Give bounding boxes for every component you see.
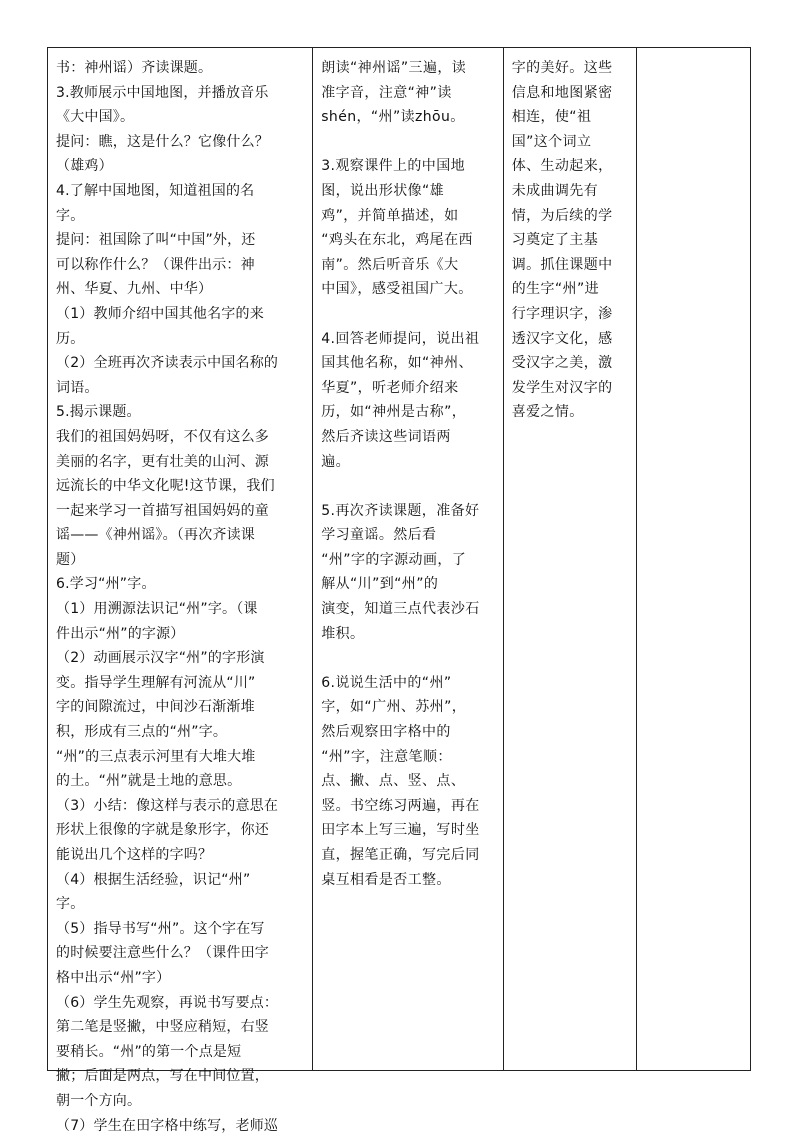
student-activity-line: 3.观察课件上的中国地: [321, 158, 465, 175]
student-activity-line: 字，如“广州、苏州”，: [321, 699, 467, 716]
student-activity-line: 然后观察田字格中的: [321, 724, 451, 741]
teaching-process-line: 字。: [56, 207, 85, 224]
teaching-process-line: （2）动画展示汉字“州”的字形演: [56, 650, 265, 667]
teaching-process-line: 《大中国》。: [56, 109, 135, 126]
student-activity-line: 国其他名称，如“神州、: [321, 355, 473, 372]
student-activity-line: 点、撇、点、竖、点、: [321, 773, 466, 790]
teaching-process-line: 3.教师展示中国地图，并播放音乐: [56, 84, 269, 101]
teaching-process-line: 的土。“州”就是土地的意思。: [56, 773, 242, 790]
student-activity-line: 朗读“神州谣”三遍，读: [321, 60, 467, 76]
student-activity-line: 遍。: [321, 453, 351, 470]
design-intent-line: 喜爱之情。: [511, 404, 584, 421]
design-intent-line: 调。抓住课题中: [511, 256, 613, 273]
design-intent-line: 习奠定了主基: [511, 232, 599, 249]
teaching-process-line: 第二笔是竖撇，中竖应稍短，右竖: [56, 1019, 269, 1036]
teaching-process-line: 可以称作什么？（课件出示：神: [56, 256, 255, 273]
teaching-process-line: 4.了解中国地图，知道祖国的名: [56, 182, 255, 199]
teaching-process-column: [48, 48, 313, 1134]
teaching-process-line: （雄鸡）: [56, 158, 113, 175]
student-activity-line: 竖。书空练习两遍，再在: [321, 797, 480, 814]
design-intent-line: 体、生动起来，: [511, 158, 613, 175]
student-activity-line: 解从“川”到“州”的: [321, 576, 439, 593]
student-activity-line: “州”字的字源动画，了: [321, 551, 467, 568]
design-intent-line: 情，为后续的学: [511, 207, 613, 224]
student-activity-line: “州”字，注意笔顺：: [321, 748, 452, 765]
design-intent-line: 发学生对汉字的: [511, 379, 613, 396]
student-activity-line: 鸡”，并简单描述，如: [321, 207, 459, 224]
student-activity-line: 堆积。: [321, 625, 365, 642]
lesson-plan-table: [47, 47, 751, 1134]
teaching-process-line: 字。: [56, 896, 85, 913]
student-activity-line: 准字音，注意“神”读: [321, 84, 452, 101]
teaching-process-line: 积，形成有三点的“州”字。: [56, 724, 228, 741]
student-activity-line: 南”。然后听音乐《大: [321, 256, 459, 273]
teaching-process-line: 书：神州谣）齐读课题。: [56, 60, 213, 76]
student-activity-line: 学习童谣。然后看: [321, 527, 437, 544]
teaching-process-line: 的时候要注意些什么？（课件田字: [56, 945, 269, 962]
student-activity-line: 然后齐读这些词语两: [321, 428, 451, 445]
student-activity-line: 5.再次齐读课题，准备好: [321, 502, 480, 519]
design-intent-line: 相连，使“祖: [511, 109, 592, 126]
student-activity-line: 4.回答老师提问，说出祖: [321, 330, 480, 347]
teaching-process-line: 州、华夏、九州、中华）: [56, 281, 213, 298]
teaching-process-line: （2）全班再次齐读表示中国名称的: [56, 355, 279, 372]
student-activity-line: [321, 646, 496, 671]
teaching-process-line: 撇；后面是两点，写在中间位置，: [56, 1068, 269, 1085]
teaching-process-line: 能说出几个这样的字吗？: [56, 847, 213, 863]
student-activity-line: 历，如“神州是古称”，: [321, 404, 467, 421]
student-activity-line: 演变，知道三点代表沙石: [321, 601, 480, 618]
student-activity-line: 直，握笔正确，写完后同: [321, 847, 480, 863]
teaching-process-line: 5.揭示课题。: [56, 404, 141, 421]
student-activity-line: 图，说出形状像“雄: [321, 182, 445, 199]
teaching-process-line: （5）指导书写“州”。这个字在写: [56, 920, 265, 937]
student-activity-line: 6.说说生活中的“州”: [321, 674, 452, 691]
teaching-process-line: 美丽的名字，更有壮美的山河、源: [56, 453, 269, 470]
teaching-process-line: “州”的三点表示河里有大堆大堆: [56, 748, 256, 765]
teaching-process-line: 远流长的中华文化呢!这节课，我们: [56, 478, 275, 495]
student-activity-line: 中国》，感受祖国广大。: [321, 281, 473, 298]
teaching-process-line: 要稍长。“州”的第一个点是短: [56, 1043, 242, 1060]
teaching-process-line: 件出示“州”的字源）: [56, 625, 185, 642]
teaching-process-line: 提问：瞧，这是什么？它像什么？: [56, 133, 269, 150]
teaching-process-line: （1）用溯源法识记“州”字。（课: [56, 601, 258, 618]
student-activity-line: [321, 474, 496, 499]
design-intent-line: 国”这个词立: [511, 133, 592, 150]
teaching-process-line: 历。: [56, 330, 85, 347]
teaching-process-line: （7）学生在田字格中练写，老师巡: [56, 1117, 279, 1134]
design-intent-line: 的生字“州”进: [511, 281, 600, 298]
student-activity-line: 桌互相看是否工整。: [321, 871, 451, 888]
student-activity-line: shén，“州”读zhōu。: [321, 109, 465, 126]
teaching-process-line: （6）学生先观察，再说书写要点：: [56, 994, 279, 1011]
teaching-process-line: 谣——《神州谣》。（再次齐读课: [56, 527, 255, 544]
student-activity-line: “鸡头在东北，鸡尾在西: [321, 232, 473, 249]
teaching-process-line: （1）教师介绍中国其他名字的来: [56, 305, 264, 322]
teaching-process-line: 形状上很像的字就是象形字，你还: [56, 822, 269, 839]
design-intent-line: 行字理识字，渗: [511, 305, 613, 322]
teaching-process-line: 题）: [56, 551, 85, 568]
teaching-process-line: 朝一个方向。: [56, 1092, 142, 1109]
teaching-process-line: 格中出示“州”字）: [56, 969, 171, 986]
teaching-process-line: 我们的祖国妈妈呀，不仅有这么多: [56, 428, 269, 445]
student-activity-line: 华夏”，听老师介绍来: [321, 379, 459, 396]
design-intent-line: 信息和地图紧密: [511, 84, 613, 101]
design-intent-line: 未成曲调先有: [511, 182, 599, 199]
student-activity-line: 田字本上写三遍，写时坐: [321, 822, 480, 839]
teaching-process-line: 6.学习“州”字。: [56, 576, 156, 593]
teaching-process-line: 词语。: [56, 379, 99, 396]
student-activity-line: [321, 302, 496, 327]
design-intent-column: [504, 48, 638, 1070]
design-intent-line: 透汉字文化，感: [511, 330, 613, 347]
student-activity-line: [321, 130, 496, 155]
student-activity-column: [313, 48, 503, 1070]
remarks-column: [637, 48, 750, 1070]
teaching-process-line: （4）根据生活经验，识记“州”: [56, 871, 251, 888]
teaching-process-line: 字的间隙流过，中间沙石渐渐堆: [56, 699, 255, 716]
teaching-process-line: 一起来学习一首描写祖国妈妈的童: [56, 502, 269, 519]
design-intent-line: 字的美好。这些: [511, 60, 613, 76]
teaching-process-line: 变。指导学生理解有河流从“川”: [56, 674, 256, 691]
teaching-process-line: 提问：祖国除了叫“中国”外，还: [56, 232, 256, 249]
teaching-process-line: （3）小结：像这样与表示的意思在: [56, 797, 279, 814]
design-intent-line: 受汉字之美，激: [511, 355, 613, 372]
